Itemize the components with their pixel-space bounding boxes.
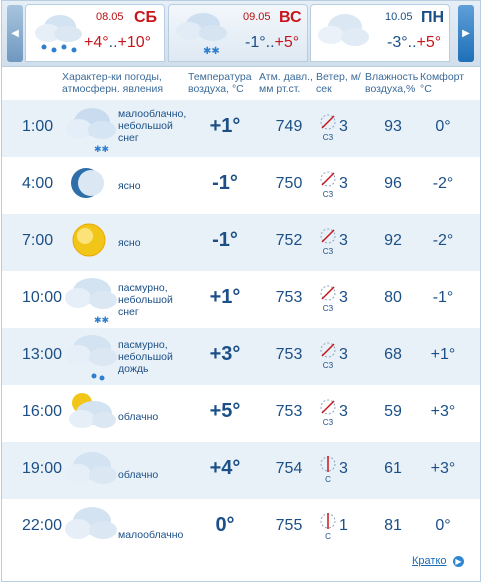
row-comfort: -2° — [432, 232, 454, 249]
row-wind-speed: 3 — [339, 289, 348, 306]
row-temperature: +4° — [209, 457, 241, 479]
chevron-left-icon: ◀ — [11, 28, 19, 39]
row-conditions: ясно — [118, 237, 141, 249]
table-row — [2, 271, 480, 328]
svg-text:С: С — [325, 475, 331, 484]
row-wind-speed: 3 — [339, 232, 348, 249]
header-comfort: Комфорт °С — [420, 71, 465, 95]
tab-date: 09.05 — [243, 11, 271, 23]
row-humidity: 61 — [384, 460, 402, 477]
row-time: 10:00 — [22, 289, 63, 306]
header-conditions: Характер-ки погоды, атмосферн. явления — [62, 71, 164, 95]
cloud-snow-icon — [64, 273, 118, 325]
svg-text:СЗ: СЗ — [322, 190, 334, 199]
table-row — [2, 328, 480, 385]
row-humidity: 96 — [384, 175, 402, 192]
svg-text:С: С — [325, 532, 331, 541]
tab-temp-range: -3°..+5° — [387, 34, 442, 51]
row-conditions: пасмурно, небольшой снег — [118, 282, 173, 318]
svg-text:СЗ: СЗ — [322, 418, 334, 427]
row-temperature: 0° — [215, 514, 235, 536]
svg-text:СЗ: СЗ — [322, 304, 334, 313]
svg-text:СЗ: СЗ — [322, 361, 334, 370]
row-time: 1:00 — [22, 118, 54, 135]
arrow-right-circle-icon[interactable]: ▶ — [453, 556, 464, 567]
wind-direction-icon — [318, 169, 338, 199]
row-conditions: ясно — [118, 180, 141, 192]
row-wind-speed: 3 — [339, 460, 348, 477]
row-time: 13:00 — [22, 346, 63, 363]
table-row — [2, 385, 480, 442]
row-temperature: +5° — [209, 400, 241, 422]
row-humidity: 80 — [384, 289, 402, 306]
row-humidity: 92 — [384, 232, 402, 249]
cloud-icon — [315, 11, 371, 57]
tab-weekday: СБ — [134, 9, 158, 26]
tab-weekday: ПН — [421, 9, 445, 26]
row-humidity: 59 — [384, 403, 402, 420]
row-temperature: -1° — [212, 229, 238, 251]
day-tab-2[interactable] — [168, 4, 308, 62]
tab-weekday: ВС — [279, 9, 302, 26]
row-temperature: +1° — [209, 286, 241, 308]
sun-icon — [64, 216, 118, 268]
cloud-snow-icon — [64, 102, 118, 154]
row-pressure: 753 — [275, 346, 303, 363]
row-wind-speed: 3 — [339, 403, 348, 420]
row-wind-speed: 1 — [339, 517, 348, 534]
wind-direction-icon — [318, 226, 338, 256]
wind-direction-icon — [318, 511, 338, 541]
tab-date: 08.05 — [96, 11, 124, 23]
row-conditions: облачно — [118, 469, 159, 481]
row-pressure: 752 — [275, 232, 303, 249]
header-temperature: Температура воздуха, °С — [188, 71, 252, 95]
header-wind: Ветер, м/ сек — [316, 71, 361, 95]
next-days-button[interactable] — [458, 5, 474, 62]
row-comfort: 0° — [435, 517, 451, 534]
row-comfort: 0° — [435, 118, 451, 135]
brief-view-link[interactable]: Кратко — [412, 555, 447, 567]
wind-direction-icon — [318, 112, 338, 142]
row-conditions: облачно — [118, 411, 159, 423]
table-row — [2, 442, 480, 499]
cloud-rain-icon — [30, 11, 86, 57]
sun-cloud-icon — [64, 387, 118, 439]
row-humidity: 93 — [384, 118, 402, 135]
day-tab-3[interactable] — [310, 4, 450, 62]
moon-icon — [64, 159, 118, 211]
cloud-snow-icon — [173, 11, 229, 57]
table-row — [2, 157, 480, 214]
row-time: 4:00 — [22, 175, 54, 192]
day-tab-1[interactable] — [25, 4, 165, 62]
forecast-widget — [1, 0, 481, 582]
header-humidity: Влажность воздуха,% — [365, 71, 419, 95]
row-comfort: -1° — [432, 289, 454, 306]
svg-text:СЗ: СЗ — [322, 133, 334, 142]
wind-direction-icon — [318, 340, 338, 370]
row-comfort: +3° — [430, 460, 456, 477]
wind-direction-icon — [318, 454, 338, 484]
row-pressure: 754 — [275, 460, 303, 477]
row-pressure: 755 — [275, 517, 303, 534]
row-comfort: +3° — [430, 403, 456, 420]
row-pressure: 749 — [275, 118, 303, 135]
tab-temp-range: +4°..+10° — [84, 34, 152, 51]
row-comfort: +1° — [430, 346, 456, 363]
row-temperature: +3° — [209, 343, 241, 365]
row-conditions: пасмурно, небольшой дождь — [118, 339, 173, 375]
prev-days-button[interactable] — [7, 5, 23, 62]
row-wind-speed: 3 — [339, 118, 348, 135]
row-humidity: 81 — [384, 517, 402, 534]
cloud-icon — [64, 444, 118, 496]
row-time: 16:00 — [22, 403, 63, 420]
svg-text:СЗ: СЗ — [322, 247, 334, 256]
wind-direction-icon — [318, 283, 338, 313]
row-comfort: -2° — [432, 175, 454, 192]
tab-date: 10.05 — [385, 11, 413, 23]
row-conditions: малооблачно, небольшой снег — [118, 108, 187, 144]
row-time: 19:00 — [22, 460, 63, 477]
table-row — [2, 100, 480, 157]
row-pressure: 753 — [275, 289, 303, 306]
table-row — [2, 499, 480, 556]
row-pressure: 753 — [275, 403, 303, 420]
day-tabs-bar — [2, 1, 480, 67]
row-temperature: +1° — [209, 115, 241, 137]
row-wind-speed: 3 — [339, 346, 348, 363]
svg-text:✱✱: ✱✱ — [94, 316, 110, 325]
row-wind-speed: 3 — [339, 175, 348, 192]
row-pressure: 750 — [275, 175, 303, 192]
wind-direction-icon — [318, 397, 338, 427]
row-time: 22:00 — [22, 517, 63, 534]
chevron-right-icon: ▶ — [462, 28, 470, 39]
cloud-icon — [64, 501, 118, 553]
tab-temp-range: -1°..+5° — [245, 34, 300, 51]
row-temperature: -1° — [212, 172, 238, 194]
row-time: 7:00 — [22, 232, 54, 249]
row-humidity: 68 — [384, 346, 402, 363]
cloud-rain-icon — [64, 330, 118, 382]
table-row — [2, 214, 480, 271]
row-conditions: малооблачно — [118, 529, 184, 541]
header-pressure: Атм. давл., мм рт.ст. — [259, 71, 313, 95]
svg-text:✱✱: ✱✱ — [203, 46, 220, 57]
svg-text:✱✱: ✱✱ — [94, 145, 110, 154]
